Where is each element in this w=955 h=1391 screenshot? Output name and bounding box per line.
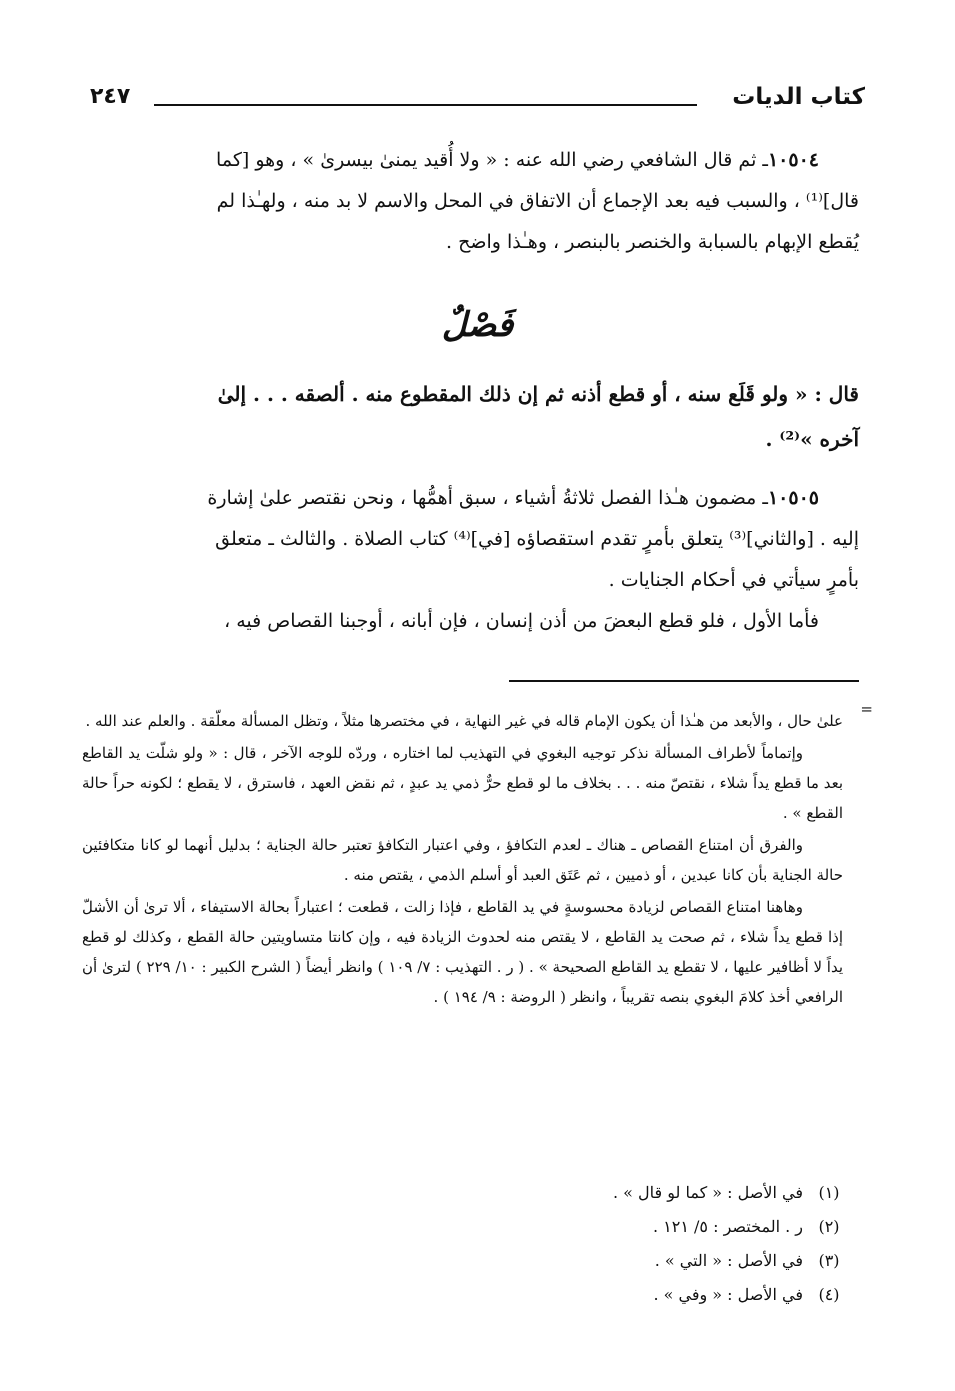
footnote-text: ر . المختصر : ٥/ ١٢١ . xyxy=(652,1217,803,1236)
paragraph-number: ١٠٥٠٥ xyxy=(767,487,819,509)
quoted-statement xyxy=(82,372,859,462)
page-number: ٢٤٧ xyxy=(90,84,131,109)
footnote-item xyxy=(82,1244,843,1278)
footnote-number: (٢) xyxy=(818,1217,840,1236)
paragraph-line: قال]⁽¹⁾ ، والسبب فيه بعد الإجماع أن الاتفاق في المحل والاسم لا بد منه ، ولهـٰذا لم xyxy=(216,190,859,212)
quote-line: آخره »⁽²⁾ . xyxy=(765,427,859,451)
footnote-rule xyxy=(509,680,859,682)
footnote-paragraph: وهاهنا امتناع القصاص لزيادة محسوسةٍ في يد القاطع ، فإذا زالت ، قطعت ؛ اعتباراً بحالة الاستيفاء ، ألا ترىٰ أن الأشلّ إذا قطع يداً شلاء ، ثم صحت يد القاطع ، لا يقتص منه لحدوث الزيادة فيه ، وإن كانتا متساويتين حالة القطع ، وكذلك لو قطع يداً لا أظافير عليها ، لا تقطع يد القاطع الصحيحة » . ( ر . التهذيب : ٧/ ١٠٩ ) وانظر أيضاً ( الشرح الكبير : ١٠/ ٢٢٩ ) لترىٰ أن الرافعي أخذ كلامَ البغوي بنصه تقريباً ، وانظر ( الروضة : ٩/ ١٩٤ ) . xyxy=(82,898,844,1006)
paragraph-number: ١٠٥٠٤ xyxy=(767,149,819,171)
footnote-continued xyxy=(82,706,843,1014)
footnote-paragraph: وإتماماً لأطراف المسألة نذكر توجيه البغوي في التهذيب لما اختاره ، وردّه للوجه الآخر ، قال : « ولو شلّت يد القاطع بعد ما قطع يداً شلاء ، نقتصّ منه . . . بخلاف ما لو قطع حرٌّ ذمي يد عبدٍ ، ثم نقض العهد ، فاسترق ، لا يقطع ؛ لكونه حراً حالة القطع » . xyxy=(82,744,843,822)
footnote-item xyxy=(82,1176,843,1210)
footnote-text: في الأصل : « وفي » . xyxy=(653,1285,803,1304)
footnote-item xyxy=(82,1210,843,1244)
chapter-title: كتاب الديات xyxy=(732,84,865,110)
footnote-item xyxy=(82,1278,843,1312)
paragraph-line: فأما الأول ، فلو قطع البعضَ من أذن إنسان ، فإن أبانه ، أوجبنا القصاص فيه ، xyxy=(224,610,819,632)
footnote-continuation-mark: = xyxy=(860,700,873,718)
paragraph-line: بأمرٍ سيأتي في أحكام الجنايات . xyxy=(608,569,859,591)
paragraph-line: يُقطع الإبهام بالسبابة والخنصر بالبنصر ، وهـٰذا واضح . xyxy=(446,231,859,253)
section-heading: فَصْلٌ xyxy=(441,305,514,345)
paragraph-10504 xyxy=(82,140,859,263)
footnote-paragraph: علىٰ حال ، والأبعد من هـٰذا أن يكون الإمام قاله في غير النهاية ، في مختصرها مثلاً ، وتظل المسألة معلّقة . والعلم عند الله . xyxy=(85,712,843,730)
footnote-number: (١) xyxy=(818,1183,840,1202)
footnote-paragraph: والفرق أن امتناع القصاص ـ هناك ـ لعدم التكافؤ ، وفي اعتبار التكافؤ تعتبر حالة الجناية ؛ بدليل أنهما لو كانا متكافئين حالة الجناية بأن كانا عبدين ، أو ذميين ، ثم عَتَق العبد أو أسلم الذمي ، يقتص منه . xyxy=(82,836,843,884)
paragraph-10505 xyxy=(82,478,859,642)
footnote-text: في الأصل : « كما لو قال » . xyxy=(612,1183,803,1202)
quote-line: قال : « ولو قَلَع سنه ، أو قطع أذنه ثم إن ذلك المقطوع منه . ألصقه . . . إلىٰ xyxy=(217,382,859,406)
paragraph-line: إليه . [والثاني]⁽³⁾ يتعلق بأمرٍ تقدم استقصاؤه [في]⁽⁴⁾ كتاب الصلاة . والثالث ـ متعلق xyxy=(215,528,859,550)
footnote-number: (٤) xyxy=(818,1285,840,1304)
footnote-text: في الأصل : « التي » . xyxy=(654,1251,803,1270)
running-header xyxy=(82,82,865,122)
paragraph-line: ١٠٥٠٥ـ مضمون هـٰذا الفصل ثلاثةُ أشياء ، سبق أهمُّها ، ونحن نقتصر علىٰ إشارة xyxy=(207,487,819,509)
header-rule xyxy=(154,104,697,106)
paragraph-line: ١٠٥٠٤ـ ثم قال الشافعي رضي الله عنه : « ولا أُقيد يمنىٰ بيسرىٰ » ، وهو [كما xyxy=(216,149,819,171)
footnote-number: (٣) xyxy=(818,1251,840,1270)
footnotes-list xyxy=(82,1176,843,1312)
